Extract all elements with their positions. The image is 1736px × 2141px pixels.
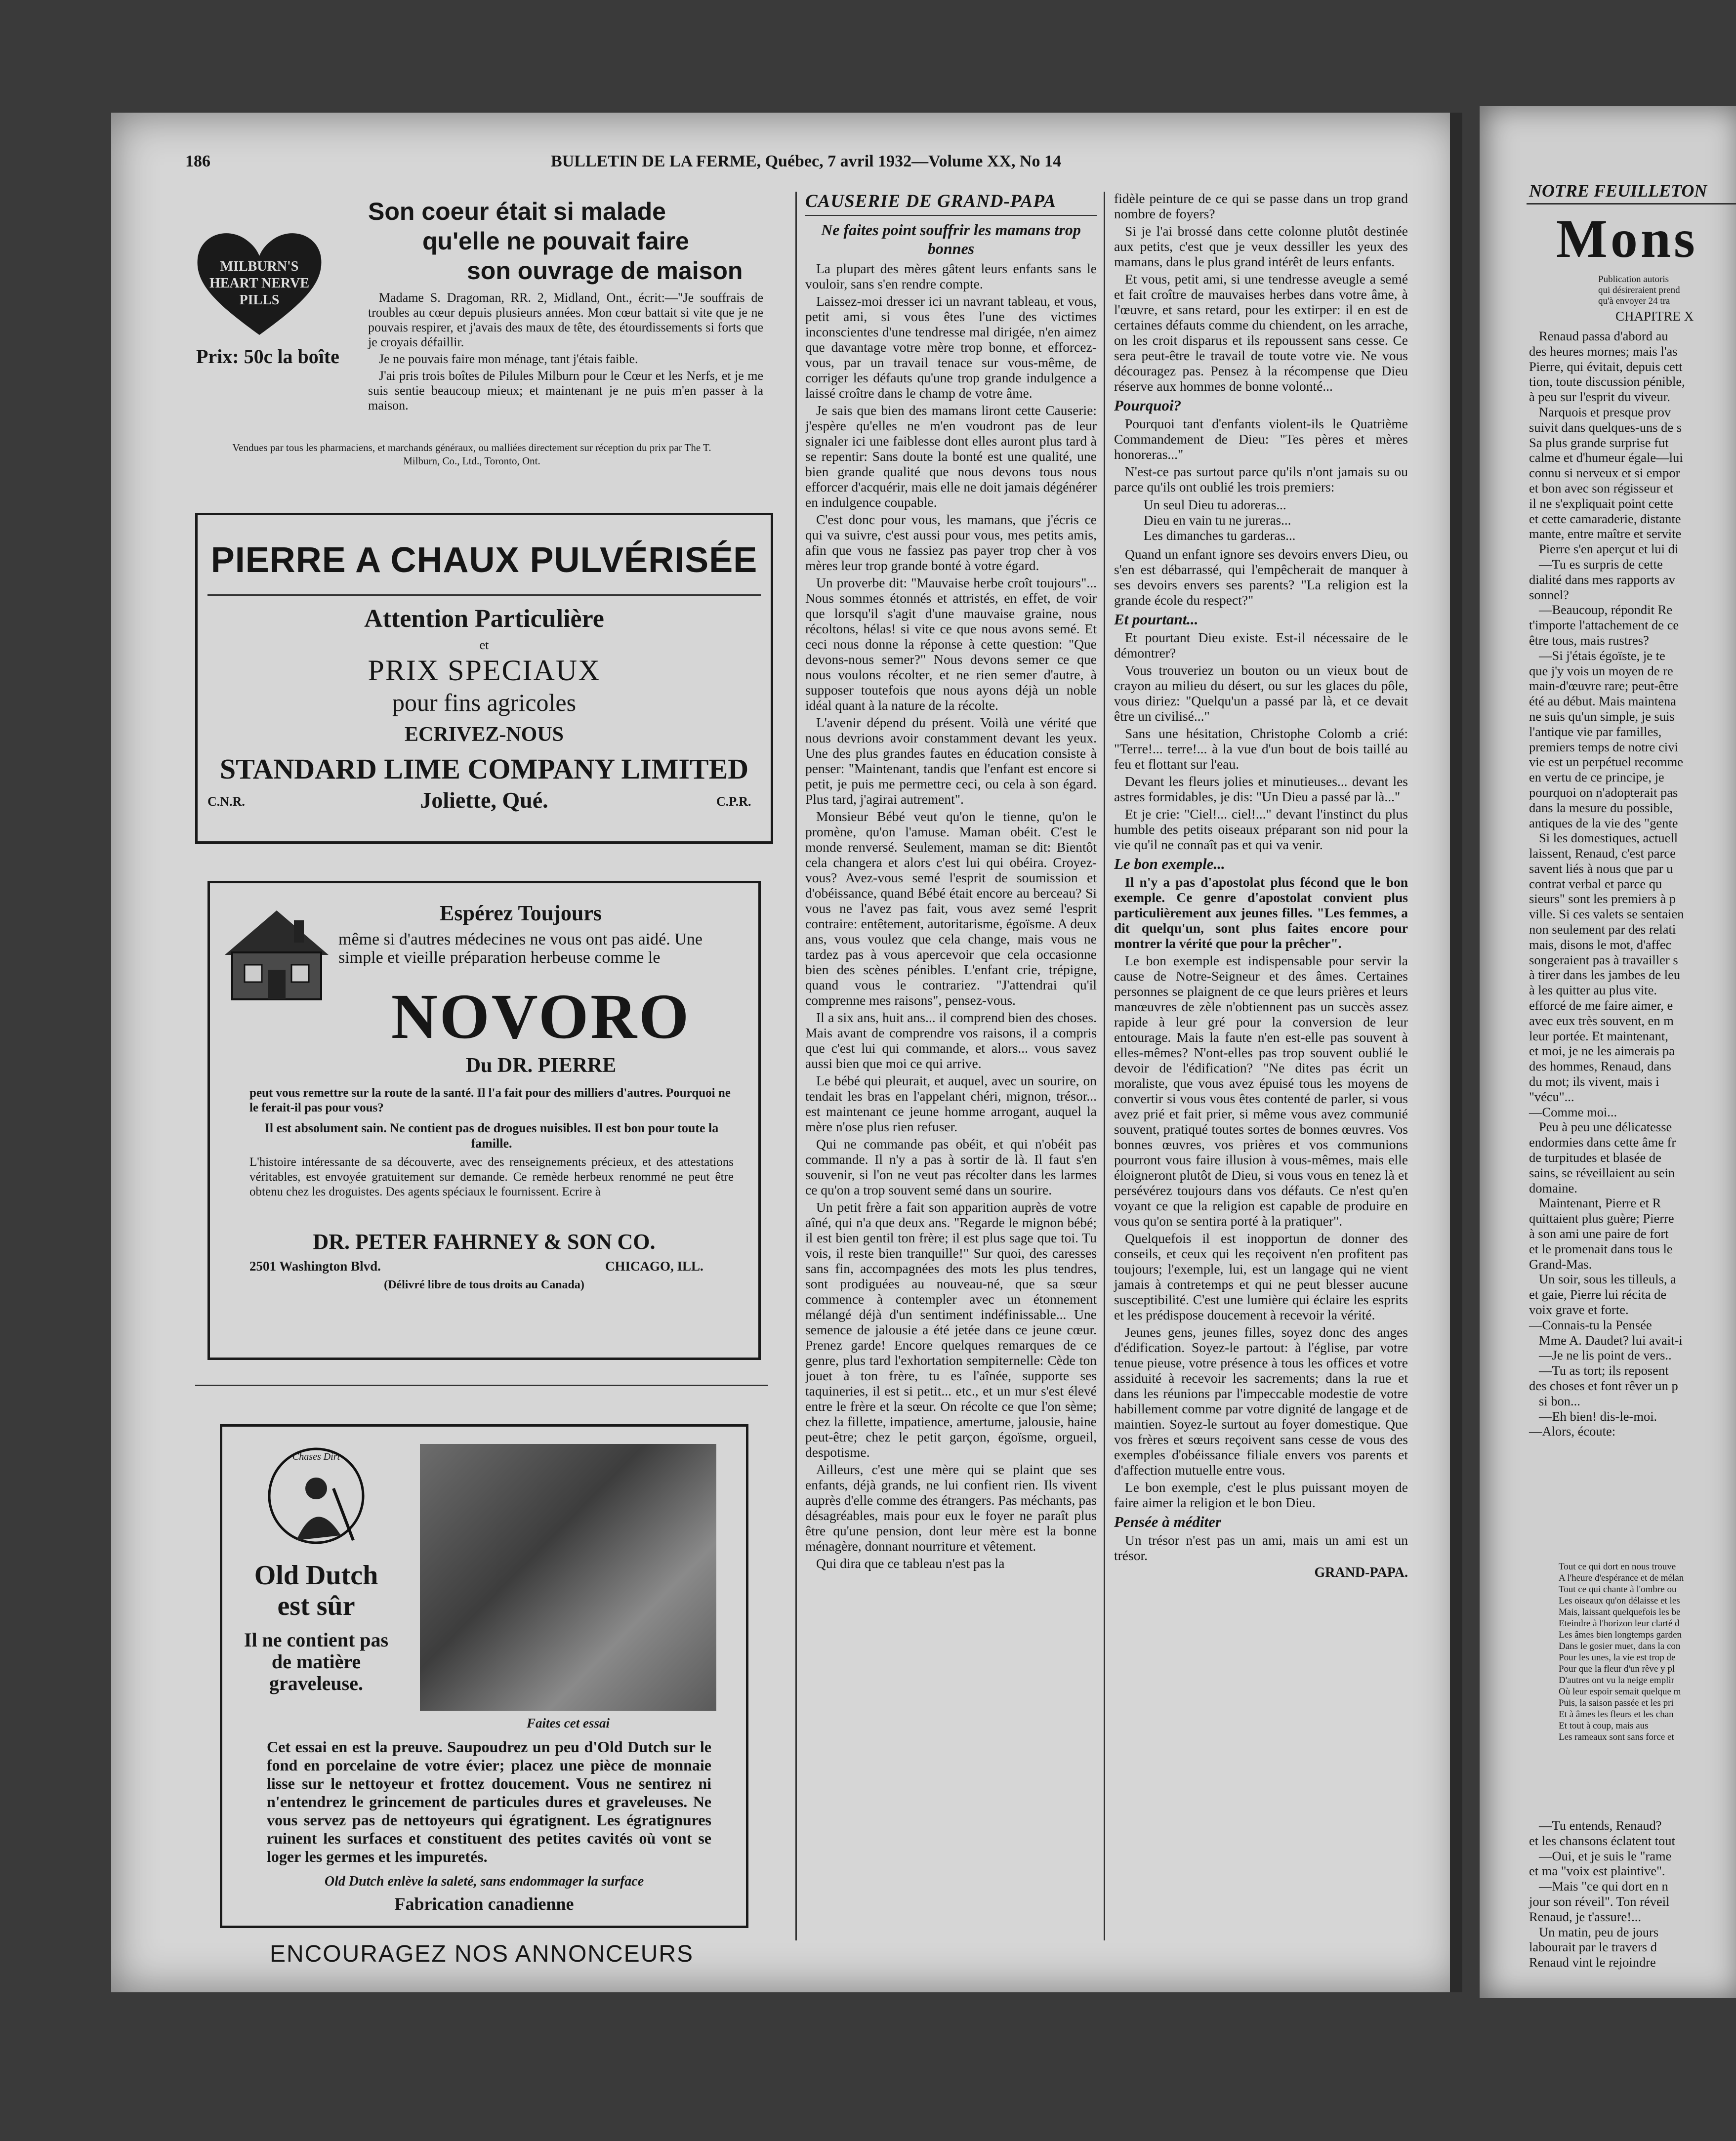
newspaper-page — [111, 113, 1462, 1992]
text-line: à tirer dans les jambes de leu — [1529, 967, 1681, 983]
heading-pourtant: Et pourtant... — [1114, 611, 1199, 628]
text-line: —Tu entends, Renaud? — [1539, 1818, 1662, 1833]
text-line: jour son réveil". Ton réveil — [1529, 1894, 1670, 1909]
text-line: quittaient plus guère; Pierre — [1529, 1211, 1674, 1226]
text-line: ville. Si ces valets se sentaien — [1529, 906, 1684, 922]
text-line: et moi, je ne les aimerais pa — [1529, 1043, 1675, 1059]
text-line: tion, toute discussion pénible, — [1529, 374, 1685, 389]
photo-caption: Faites cet essai — [527, 1716, 610, 1730]
milburn-body: Madame S. Dragoman, RR. 2, Midland, Ont., écrit:—"Je souffrais de troubles au cœur depuis plusieurs années. Mon cœur battait si vite que je ne pouvais respirer, et j'avais des maux de tête, des étourdissements si forts que je croyais défaillir. Je ne pouvais faire mon ménage, tant j'étais faible. J'ai pris trois boîtes de Pilules Milburn pour le Cœur et les Nerfs, et je me suis sentie beaucoup mieux; et maintenant je ne puis m'en passer à la maison. — [368, 290, 763, 412]
lime-line4: ECRIVEZ-NOUS — [404, 723, 564, 746]
text-line: —Comme moi... — [1529, 1104, 1617, 1119]
novoro-title: Espérez Toujours — [440, 901, 602, 925]
text-line: Eteindre à l'horizon leur clarté d — [1559, 1618, 1680, 1629]
page-number: 186 — [185, 152, 210, 170]
lime-line2: PRIX SPECIAUX — [368, 654, 601, 687]
text-line: en vertu de ce principe, je — [1529, 770, 1664, 785]
running-title: BULLETIN DE LA FERME, Québec, 7 avril 1932—Volume XX, No 14 — [551, 152, 1061, 170]
text-line: à peu sur l'esprit du viveur. — [1529, 389, 1670, 405]
text-line: songeraient pas à travailler s — [1529, 952, 1678, 967]
text-line: et gaie, Pierre lui récita de — [1529, 1287, 1667, 1302]
text-line: des hommes, Renaud, dans — [1529, 1059, 1671, 1074]
causerie-col1: La plupart des mères gâtent leurs enfants sans le vouloir, sans s'en rendre compte. Laissez-moi dresser ici un navrant tableau, et vous, petit ami, si vous êtes l'une des victimes inconscientes d'une tendresse mal dirigée, n'en aimez que davantage votre mère trop bonne, et efforcez-vous, par un travail tenace sur vous-même, de corriger les défauts qu'une trop grande indulgence a laissé croître dans le champ de votre âme. Je sais que bien des mamans liront cette Causerie: j'espère qu'elles ne m'en voudront pas de leur signaler ici une faiblesse dont elles auront plus tard à se repentir: Sans doute la bonté est une qualité, une bien grande qualité que nous devons tous nous efforcer d'acquérir, mais elle ne doit jamais dégénérer en indulgence coupable. C'est donc pour vous, les mamans, que j'écris ce qui va suivre, c'est aussi pour vous, mes petits amis, afin que vous ne fassiez pas payer trop cher à vos mères leur trop grande bonté à votre égard. Un proverbe dit: "Mauvaise herbe croît toujours"... Nous sommes étonnés et attristés, en effet, de voir que lorsqu'il s'agit d'une mauvaise graine, nous récoltons, hélas! si vite ce que nous avons semé. Et ceci nous donne la réponse à cette question: "Que devons-nous semer?" Nous devons semer ce que nous voulons récolter, et ne rien semer d'autre, à supposer toutefois que nous ayons déjà un noble idéal quant à la nature de la récolte. L'avenir dépend du présent. Voilà une vérité que nous devrions avoir constamment devant les yeux. Une des plus grandes fautes en éducation consiste à penser: "Maintenant, tandis que l'enfant est encore si petit, je puis me permettre ceci, ou cela à son égard. Plus tard, j'agirai autrement". Monsieur Bébé veut qu'on le tienne, qu'on le promène, qu'on l'amuse. Maman obéit. C'est le monde renversé. Seulement, maman se dit: Bientôt cela changera et alors c'est lui qui obéira. Croyez-vous? Avez-vous semé l'esprit de soumission et d'obéissance, quand Bébé était encore au berceau? Si vous ne l'avez pas fait, vous avez semé l'esprit contraire: entêtement, autoritarisme, égoïsme. A deux ans, vous voulez que cela change, mais vous ne tardez pas à vous apercevoir que cela occasionne bien des scènes pénibles. L'enfant crie, trépigne, quand vous le contrariez. "J'attendrai qu'il comprenne mes raisons", pensez-vous. Il a six ans, huit ans... il comprend bien des choses. Mais avant de comprendre vos raisons, il a compris que c'est lui qui commande, et alors... vous savez aussi bien que moi ce qui arrive. Le bébé qui pleurait, et auquel, avec un sourire, on tendait les bras en l'appelant chéri, mignon, trésor... est maintenant ce jeune homme arrogant, auquel la mère n'ose plus rien refuser. Qui ne commande pas obéit, et qui n'obéit pas commande. Il n'y a pas à sortir de là. Il faut s'en souvenir, si l'on ne veut pas récolter dans les larmes ce qu'on a trop souvent semé dans un sourire. Un petit frère a fait son apparition auprès de votre aîné, qui n'a que deux ans. "Regarde le mignon bébé; il est bien gentil ton frère; il est plus sage que toi. Tu vois, il reste bien tranquille!" Sur quoi, des caresses sans fin, accompagnées des mots les plus tendres, sont prodiguées au nouveau-né, que sa sœur commence à contempler avec un étonnement mélangé déjà d'un sentiment indéfinissable... Une semence de jalousie a été jetée dans ce jeune cœur. Prenez garde! Encore quelques remarques de ce genre, plus tard l'exhortation sempiternelle: Cède ton jouet à ton frère, tu es l'aînée, supporte ses taquineries, il est si petit... etc., et un mur s'est élevé entre le frère et la sœur. On récolte ce que l'on sème; chez la fillette, impatience, amertume, jalousie, haine peut-être; chez le petit garçon, égoïsme, orgueil, despotisme. Ailleurs, c'est une mère qui se plaint que ses enfants, déjà grands, ne lui confient rien. Ils vivent auprès d'elle comme des étrangers. Pas méchants, pas désagréables, mais pour eux le foyer ne paraît plus être qu'une pension, dont leur mère est la bonne ménagère, donnant nourriture et vêtement. Qui dira que ce tableau n'est pas la — [805, 261, 1097, 1571]
house-illustration — [220, 901, 333, 1004]
text-line: sains, se réveillaient au sein — [1529, 1165, 1675, 1180]
text-line: et ma "voix est plaintive". — [1529, 1863, 1665, 1879]
text-line: du mot; ils vivent, mais i — [1529, 1074, 1659, 1089]
text-line: suivit dans quelques-uns de s — [1529, 419, 1682, 435]
lime-line1: Attention Particulière — [364, 605, 604, 633]
novoro-ad: Espérez Toujours même si d'autres médecines ne vous ont pas aidé. Une simple et vieille préparation herbeuse comme le NOVORO Du DR. PIERRE peut vous remettre sur la route de la santé. Il l'a fait pour des milliers d'autres. Pourquoi ne le ferait-il pas pour vous? Il est absolument sain. Ne contient pas de drogues nuisibles. Il est bon pour toute la famille. L'histoire intéressante de sa découverte, avec des renseignements précieux, et des attestations véritables, est envoyée gratuitement sur demande. Ce remède herbeux renommé ne peut être obtenu chez les droguistes. Des agents spéciaux le fournissent. Ecrire à DR. PETER FAHRNEY & SON CO. 2501 Washington Blvd. CHICAGO, ILL. (Délivré libre de tous droits au Canada) — [207, 881, 761, 1360]
encourage-banner: ENCOURAGEZ NOS ANNONCEURS — [269, 1941, 694, 1967]
text-line: Mme A. Daudet? lui avait-i — [1539, 1332, 1683, 1348]
causerie-title: CAUSERIE DE GRAND-PAPA — [805, 191, 1056, 211]
text-line: contrat verbal et parce qu — [1529, 876, 1662, 891]
heading-pensee: Pensée à méditer — [1114, 1513, 1221, 1530]
text-line: A l'heure d'espérance et de mélan — [1559, 1573, 1684, 1583]
text-line: Mais, laissant quelquefois les be — [1559, 1607, 1681, 1617]
text-line: avec eux très souvent, en m — [1529, 1013, 1674, 1028]
text-line: domaine. — [1529, 1180, 1577, 1195]
olddutch-made: Fabrication canadienne — [394, 1894, 574, 1914]
text-line: Et tout à coup, mais aus — [1559, 1721, 1649, 1731]
text-line: et cette camaraderie, distante — [1529, 511, 1681, 526]
text-line: —Oui, et je suis le "rame — [1539, 1848, 1672, 1863]
text-line: Grand-Mas. — [1529, 1256, 1592, 1272]
text-line: Peu à peu une délicatesse — [1539, 1119, 1672, 1135]
olddutch-title: Old Dutch est sûr — [254, 1560, 378, 1621]
text-line: Tout ce qui dort en nous trouve — [1559, 1562, 1676, 1572]
text-line: Renaud vint le rejoindre — [1529, 1955, 1656, 1970]
lime-title: PIERRE A CHAUX PULVÉRISÉE — [210, 540, 758, 580]
text-line: Pierre s'en aperçut et lui di — [1539, 541, 1679, 557]
text-line: être tous, mais rustres? — [1529, 632, 1649, 648]
text-line: —Tu es surpris de cette — [1539, 556, 1663, 572]
text-line: voix grave et forte. — [1529, 1302, 1629, 1317]
text-line: il ne s'expliquait point cette — [1529, 495, 1673, 511]
text-line: Dans le gosier muet, dans la con — [1559, 1641, 1681, 1651]
text-line: ne suis qu'un simple, je suis — [1529, 708, 1675, 724]
feuilleton-verse — [1559, 1561, 1684, 1743]
text-line: —Je ne lis point de vers.. — [1539, 1348, 1672, 1363]
text-line: —Tu as tort; ils reposent — [1539, 1363, 1669, 1378]
text-line: de turpitudes et blasée de — [1529, 1150, 1661, 1165]
text-line: efforcé de me faire aimer, e — [1529, 998, 1673, 1013]
text-line: labourait par le travers d — [1529, 1939, 1657, 1955]
text-line: Renaud passa d'abord au — [1539, 329, 1668, 343]
text-line: savent liés à nous que par u — [1529, 861, 1673, 876]
text-line: —Eh bien! dis-le-moi. — [1539, 1408, 1657, 1424]
text-line: calme et d'humeur égale—lui — [1529, 450, 1683, 465]
lime-ad: PIERRE A CHAUX PULVÉRISÉE Attention Particulière et PRIX SPECIAUX pour fins agricoles ECRIVEZ-NOUS STANDARD LIME COMPANY LIMITED C.N.R. Joliette, Qué. C.P.R. — [195, 513, 773, 844]
text-line: Pour les unes, la vie est trop de — [1559, 1652, 1676, 1663]
column-rule — [795, 192, 797, 1940]
heading-pourquoi: Pourquoi? — [1114, 397, 1182, 414]
causerie-subtitle: Ne faites point souffrir les mamans trop bonnes — [821, 221, 1081, 257]
text-line: à son ami une paire de fort — [1529, 1226, 1669, 1241]
text-line: Et à âmes les fleurs et les chan — [1559, 1709, 1674, 1720]
text-line: été au début. Mais maintena — [1529, 694, 1677, 709]
feuilleton-text — [1529, 329, 1685, 1439]
text-line: dans la mesure du possible, — [1529, 800, 1673, 815]
heart-logo-text: MILBURN'S HEART NERVE PILLS — [209, 259, 310, 308]
olddutch-ad: Chases Dirt Old Dutch est sûr Il ne contient pas de matière graveleuse. Faites cet essai Cet essai en est la preuve. Saupoudrez un peu d'Old Dutch sur le fond en porcelaine de votre évier; placez une pièce de monnaie lisse sur le nettoyeur et frottez doucement. Vous ne sentirez ni n'entendrez le grincement de particules dures et graveleuses. Ne vous servez pas de nettoyeurs qui égratignent. Les égratignures ruinent les surfaces et constituent des petites cavités où vont se loger les germes et les impuretés. Old Dutch enlève la saleté, sans endommager la surface Fabrication canadienne — [220, 1424, 748, 1928]
text-line: Les oiseaux qu'on délaisse et les — [1559, 1596, 1680, 1606]
text-line: l'antique vie par familles, — [1529, 724, 1662, 739]
novoro-by: Du DR. PIERRE — [465, 1054, 617, 1077]
text-line: endormies dans cette âme fr — [1529, 1135, 1676, 1150]
text-line: et les chansons éclatent tout — [1529, 1833, 1675, 1848]
heart-logo — [195, 229, 324, 340]
feuilleton-title: Mons — [1556, 208, 1698, 269]
text-line: —Mais "ce qui dort en n — [1539, 1879, 1668, 1894]
text-line: Renaud, je t'assure!... — [1529, 1909, 1642, 1924]
text-line: dialité dans mes rapports av — [1529, 572, 1675, 587]
chapter: CHAPITRE X — [1615, 309, 1694, 324]
text-line: Pour que la fleur d'un rêve y pl — [1559, 1664, 1675, 1674]
milburn-headline: Son coeur était si malade qu'elle ne pouvait faire son ouvrage de maison — [368, 198, 743, 285]
text-line: Si les domestiques, actuell — [1539, 830, 1678, 846]
commandments: Un seul Dieu tu adoreras... Dieu en vain tu ne jureras... Les dimanches tu garderas... — [1144, 497, 1296, 543]
text-line: et le promenait dans tous le — [1529, 1241, 1673, 1256]
text-line: main-d'œuvre rare; peut-être — [1529, 678, 1679, 694]
milburn-footer: Vendues par tous les pharmaciens, et marchands généraux, ou malliées directement sur réception du prix par The T. Milburn, Co., Ltd., Toronto, Ont. — [232, 442, 711, 467]
old-dutch-logo-icon: Chases Dirt — [267, 1441, 366, 1555]
feuilleton-after — [1529, 1818, 1675, 1970]
signature: GRAND-PAPA. — [1314, 1565, 1408, 1580]
novoro-name: NOVORO — [391, 981, 691, 1052]
lime-line3: pour fins agricoles — [392, 689, 577, 716]
text-line: —Si j'étais égoïste, je te — [1539, 648, 1665, 663]
text-line: —Connais-tu la Pensée — [1529, 1317, 1652, 1332]
text-line: premiers temps de notre civi — [1529, 739, 1678, 754]
text-line: Narquois et presque prov — [1539, 404, 1671, 419]
feuilleton-label: NOTRE FEUILLETON — [1529, 181, 1707, 201]
text-line: Tout ce qui chante à l'ombre ou — [1559, 1584, 1677, 1595]
text-line: des choses et font rêver un p — [1529, 1378, 1678, 1393]
text-line: que j'y vois un moyen de re — [1529, 663, 1673, 678]
text-line: des heures mornes; mais l'as — [1529, 343, 1678, 359]
feuilleton-page: NOTRE FEUILLETON Mons Publication autoris qui désireraient prend qu'à envoyer 24 tra CHAPITRE X Renaud passa d'abord au des heures mornes; mais l'as Pierre, qui évitait, depuis cett tion, toute discussion pénible, à peu sur l'esprit du viveur. Narquois et presque prov suivit dans quelques-uns de s Sa plus grande surprise fut calme et d'humeur égale—lui connu si nerveux et si empor et bon avec son régisseur et il ne s'expliquait point cette et cette camaraderie, distante mante, entre maître et servite Pierre s'en aperçut et lui di —Tu es surpris de cette dialité dans mes rapports av sonnel? —Beaucoup, répondit Re t'importe l'attachement de ce être tous, mais rustres? —Si j'étais égoïste, je te que j'y vois un moyen de re main-d'œuvre rare; peut-être été au début. Mais maintena ne suis qu'un simple, je suis l'antique vie par familles, premiers temps de notre civi vie est un perpétuel recomme en vertu de ce principe, je pourquoi on n'adopterait pas dans la mesure du possible, antiques de la vie des "gente Si les domestiques, actuell laissent, Renaud, c'est parce savent liés à nous que par u contrat verbal et parce qu sieurs" sont les premiers à p ville. Si ces valets se sentaien non seulement par des relati mais, disons le mot, d'affec songeraient pas à travailler s à tirer dans les jambes de leu à les quitter au plus vite. efforcé de me faire aimer, e avec eux très souvent, en m leur portée. Et maintenant, et moi, je ne les aimerais pa des hommes, Renaud, dans du mot; ils vivent, mais i "vécu"... —Comme moi... Peu à peu une délicatesse endormies dans cette âme fr de turpitudes et blasée de sains, se réveillaient au sein domaine. Maintenant, Pierre et R quittaient plus guère; Pierre à son ami une paire de fort et le promenait dans tous le Grand-Mas. Un soir, sous les tilleuls, a et gaie, Pierre lui récita de voix grave et forte. —Connais-tu la Pensée Mme A. Daudet? lui avait-i —Je ne lis point de vers.. —Tu as tort; ils reposent des choses et font rêver un p si bon... —Eh bien! dis-le-moi. —Alors, écoute: Tout ce qui dort en nous trouve A l'heure d'espérance et de mélan Tout ce qui chante à l'ombre ou Les oiseaux qu'on délaisse et les Mais, laissant quelquefois les be Eteindre à l'horizon leur clarté d Les âmes bien longtemps garden Dans le gosier muet, dans la con Pour les unes, la vie est trop de Pour que la fleur d'un rêve y pl D'autres ont vu la neige emplir Où leur espoir semait quelque m Puis, la saison passée et les pri Et à âmes les fleurs et les chan Et tout à coup, mais aus Les rameaux sont sans force et —Tu entends, Renaud? et les chansons éclatent tout —Oui, et je suis le "rame et ma "voix est plaintive". —Mais "ce qui dort en n jour son réveil". Ton réveil Renaud, je t'assure!... Un matin, peu de jours labourait par le travers d Renaud vint le rejoindre — [1480, 106, 1736, 1998]
heading-exemple: Le bon exemple... — [1114, 855, 1225, 872]
text-line: connu si nerveux et si empor — [1529, 465, 1680, 481]
lime-city: Joliette, Qué. — [420, 787, 548, 813]
text-line: antiques de la vie des "gente — [1529, 815, 1678, 830]
text-line: Sa plus grande surprise fut — [1529, 435, 1669, 450]
milburn-price: Prix: 50c la boîte — [196, 345, 339, 368]
text-line: sieurs" sont les premiers à p — [1529, 891, 1676, 906]
text-line: D'autres ont vu la neige emplir — [1559, 1675, 1674, 1686]
text-line: Les rameaux sont sans force et — [1559, 1732, 1674, 1742]
text-line: Puis, la saison passée et les pri — [1559, 1698, 1674, 1708]
text-line: Où leur espoir semait quelque m — [1559, 1687, 1681, 1697]
text-line: non seulement par des relati — [1529, 922, 1676, 937]
text-line: Un soir, sous les tilleuls, a — [1539, 1272, 1676, 1287]
text-line: mante, entre maître et servite — [1529, 526, 1682, 541]
text-line: laissent, Renaud, c'est parce — [1529, 846, 1676, 861]
text-line: t'importe l'attachement de ce — [1529, 618, 1679, 633]
text-line: pourquoi on n'adopterait pas — [1529, 784, 1678, 800]
text-line: —Beaucoup, répondit Re — [1539, 602, 1673, 618]
novoro-company: DR. PETER FAHRNEY & SON CO. — [313, 1230, 656, 1254]
text-line: Les âmes bien longtemps garden — [1559, 1630, 1682, 1640]
hand-photo — [420, 1444, 716, 1711]
text-line: Un matin, peu de jours — [1539, 1924, 1659, 1939]
causerie-col2: fidèle peinture de ce qui se passe dans un trop grand nombre de foyers? Si je l'ai brossé dans cette colonne plutôt destinée aux petits, c'est que je veux dessiller les yeux des mamans, dans le plus grand intérêt de leurs enfants. Et vous, petit ami, si une tendresse aveugle a semé et fait croître de mauvaises herbes dans votre âme, à l'œuvre, et sans retard, pour les extirper: il en est de certaines défauts comme du chiendent, on les arrache, on les croit disparus et ils repoussent sans cesse. Ce sera peut-être le travail de toute votre vie. Ne vous découragez pas. Pensez à la récompense que Dieu réserve aux hommes de bonne volonté... Pourquoi? Pourquoi tant d'enfants violent-ils le Quatrième Commandement de Dieu: "Tes pères et mères honoreras..." N'est-ce pas surtout parce qu'ils n'ont jamais su ou parce qu'ils ont oublié les trois premiers: Un seul Dieu tu adoreras... Dieu en vain tu ne jureras... Les dimanches tu garderas... Quand un enfant ignore ses devoirs envers Dieu, ou s'en est débarrassé, qui l'empêcherait de manquer à ses devoirs envers ses parents? "La religion est la grande école du respect?" Et pourtant... Et pourtant Dieu existe. Est-il nécessaire de le démontrer? Vous trouveriez un bouton ou un vieux bout de crayon au milieu du désert, ou sur les glaces du pôle, vous diriez: "Quelqu'un a passé par là, et ce devait être un civilisé..." Sans une hésitation, Christophe Colomb a crié: "Terre!... terre!... à la vue d'un bout de bois taillé au feu et flottant sur l'eau. Devant les fleurs jolies et minutieuses... devant les astres formidables, je dis: "Un Dieu a passé par là..." Et je crie: "Ciel!... ciel!..." devant l'instinct du plus humble des petits oiseaux préparant son nid pour la vie qu'il ne connaît pas et qui va venir. Le bon exemple... Il n'y a pas d'apostolat plus fécond que le bon exemple. Ce genre d'apostolat convient plus particulièrement aux jeunes filles. "Les femmes, a dit quelqu'un, sont plus faites encore pour montrer la vérité que pour la prêcher". Le bon exemple est indispensable pour servir la cause de Notre-Seigneur et des âmes. Certaines personnes se plaignent de ce que leurs prières et leurs manœuvres de zèle n'obtiennent pas un succès assez rapide à leur gré pour la conversion de leur entourage. Mais la faute n'en est-elle pas souvent à elles-mêmes? N'ont-elles pas trop souvent oublié le devoir de l'édification? "Ne dites pas écrit un moraliste, que vous avez épuisé tous les moyens de convertir si vous vous êtes contenté de parler, si vous avez prié et fait prier, si même vous avez communié souvent, pratiqué toutes sortes de bonnes œuvres. Vos bonnes œuvres, vos prières et vos communions pourront vous faire illusion à vous-mêmes, mais elle éloigneront plutôt de Dieu, si vous vous en tenez là et persévérez toujours dans vos défauts. Ce n'est qu'en voyant ce que la religion est capable de produire en vous qu'on se sentira porté à la pratiquer". Quelquefois il est inopportun de donner des conseils, et ceux qui les reçoivent n'en profitent pas toujours; l'exemple, lui, est un langage qui ne vient jamais à contretemps et qui ne peut blesser aucune susceptibilité. C'est une lumière qui éclaire les esprits et les prédispose doucement à recevoir la vérité. Jeunes gens, jeunes filles, soyez donc des anges d'édification. Soyez-le partout: à l'église, par votre tenue pieuse, votre présence à tous les offices et votre assiduité à recevoir les sacrements; dans la rue et dans les réunions par l'impeccable modestie de votre habillement comme par votre dignité de langage et de maintien. Soyez-le surtout au foyer domestique. Que vos frères et sœurs reçoivent sans cesse de vous des exemples d'obéissance filiale envers vos parents et d'affection mutuelle entre vous. Le bon exemple, c'est le plus puissant moyen de faire aimer la religion et le bon Dieu. Pensée à méditer Un trésor n'est pas un ami, mais un ami est un trésor. GRAND-PAPA. — [1114, 191, 1408, 1580]
text-line: leur portée. Et maintenant, — [1529, 1028, 1668, 1043]
text-line: vie est un perpétuel recomme — [1529, 754, 1683, 770]
text-line: —Alors, écoute: — [1529, 1424, 1616, 1439]
column-rule — [1104, 192, 1105, 1940]
text-line: Maintenant, Pierre et R — [1539, 1195, 1661, 1211]
text-line: à les quitter au plus vite. — [1529, 983, 1657, 998]
text-line: et bon avec son régisseur et — [1529, 480, 1674, 495]
text-line: sonnel? — [1529, 587, 1569, 602]
text-line: Pierre, qui évitait, depuis cett — [1529, 359, 1683, 374]
lime-company: STANDARD LIME COMPANY LIMITED — [219, 753, 749, 785]
text-line: si bon... — [1539, 1393, 1580, 1408]
text-line: mais, disons le mot, d'affec — [1529, 937, 1672, 952]
text-line: "vécu"... — [1529, 1089, 1574, 1104]
